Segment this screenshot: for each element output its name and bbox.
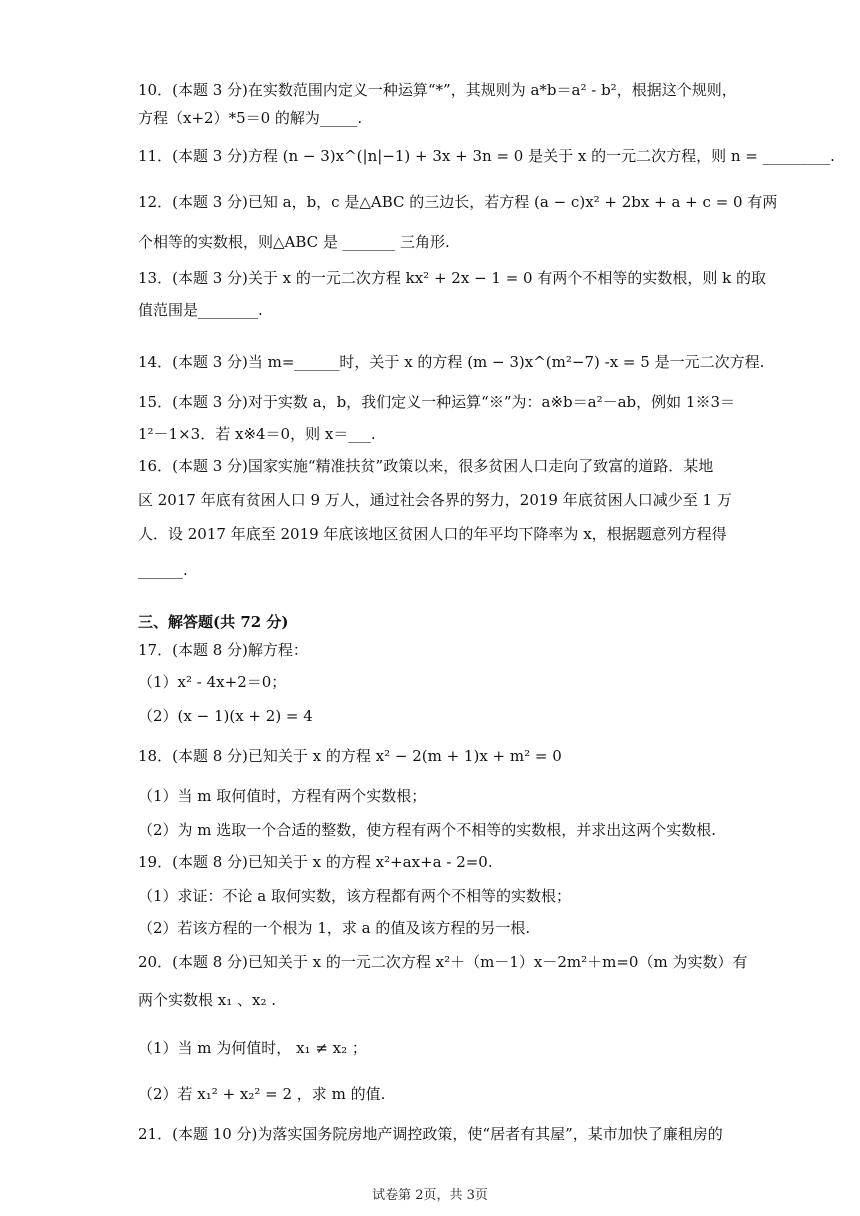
q17-line-1: 17．(本题 8 分)解方程： (138, 641, 308, 659)
q16-line-4: ______. (138, 561, 188, 579)
q11-line-1: 11．(本题 3 分)方程 (n − 3)x^(|n|−1) + 3x + 3n = 0 是关于 x 的一元二次方程，则 n = _________. (138, 147, 835, 165)
q15-line-1: 15．(本题 3 分)对于实数 a，b，我们定义一种运算“※”为：a※b＝a²－ab，例如 1※3＝ (138, 393, 735, 411)
q20-line-3: （1）当 m 为何值时， x₁ ≠ x₂ ； (138, 1039, 367, 1057)
q18-line-3: （2）为 m 选取一个合适的整数，使方程有两个不相等的实数根，并求出这两个实数根. (138, 821, 717, 839)
q19-line-3: （2）若该方程的一个根为 1，求 a 的值及该方程的另一根. (138, 919, 531, 937)
q19-line-2: （1）求证：不论 a 取何实数，该方程都有两个不相等的实数根； (138, 887, 572, 905)
q13-line-1: 13．(本题 3 分)关于 x 的一元二次方程 kx² + 2x − 1 = 0 有两个不相等的实数根，则 k 的取 (138, 269, 766, 287)
q17-line-2: （1）x² - 4x+2＝0； (138, 673, 287, 691)
section-heading: 三、解答题(共 72 分) (138, 613, 289, 631)
q20-line-1: 20．(本题 8 分)已知关于 x 的一元二次方程 x²＋（m－1）x－2m²＋m=0（m 为实数）有 (138, 953, 748, 971)
q12-line-1: 12．(本题 3 分)已知 a，b，c 是△ABC 的三边长，若方程 (a − c)x² + 2bx + a + c = 0 有两 (138, 193, 778, 211)
q18-line-1: 18．(本题 8 分)已知关于 x 的方程 x² − 2(m + 1)x + m² = 0 (138, 747, 562, 765)
q18-line-2: （1）当 m 取何值时，方程有两个实数根； (138, 787, 427, 805)
q12-line-2: 个相等的实数根，则△ABC 是 _______ 三角形. (138, 233, 450, 251)
page-footer: 试卷第 2页，共 3页 (372, 1188, 488, 1203)
q10-line-2: 方程（x+2）*5＝0 的解为_____. (138, 109, 363, 127)
q16-line-1: 16．(本题 3 分)国家实施“精准扶贫”政策以来，很多贫困人口走向了致富的道路．某地 (138, 457, 714, 475)
q16-line-3: 人．设 2017 年底至 2019 年底该地区贫困人口的年平均下降率为 x，根据题意列方程得 (138, 525, 727, 543)
q15-line-2: 1²－1×3．若 x※4＝0，则 x＝___. (138, 425, 376, 443)
q21-line-1: 21．(本题 10 分)为落实国务院房地产调控政策，使“居者有其屋”，某市加快了廉租房的 (138, 1125, 723, 1143)
q16-line-2: 区 2017 年底有贫困人口 9 万人，通过社会各界的努力，2019 年底贫困人口减少至 1 万 (138, 491, 732, 509)
q19-line-1: 19．(本题 8 分)已知关于 x 的方程 x²+ax+a - 2=0. (138, 853, 493, 871)
q14-line-1: 14．(本题 3 分)当 m=______时，关于 x 的方程 (m − 3)x^(m²−7) -x = 5 是一元二次方程. (138, 353, 765, 371)
q17-line-3: （2）(x − 1)(x + 2) = 4 (138, 707, 313, 725)
q20-line-4: （2）若 x₁² + x₂² = 2 ，求 m 的值. (138, 1085, 386, 1103)
q13-line-2: 值范围是________. (138, 301, 263, 319)
q10-line-1: 10．(本题 3 分)在实数范围内定义一种运算“*”，其规则为 a*b＝a² - b²，根据这个规则， (138, 81, 737, 99)
q20-line-2: 两个实数根 x₁ 、x₂ . (138, 991, 277, 1009)
